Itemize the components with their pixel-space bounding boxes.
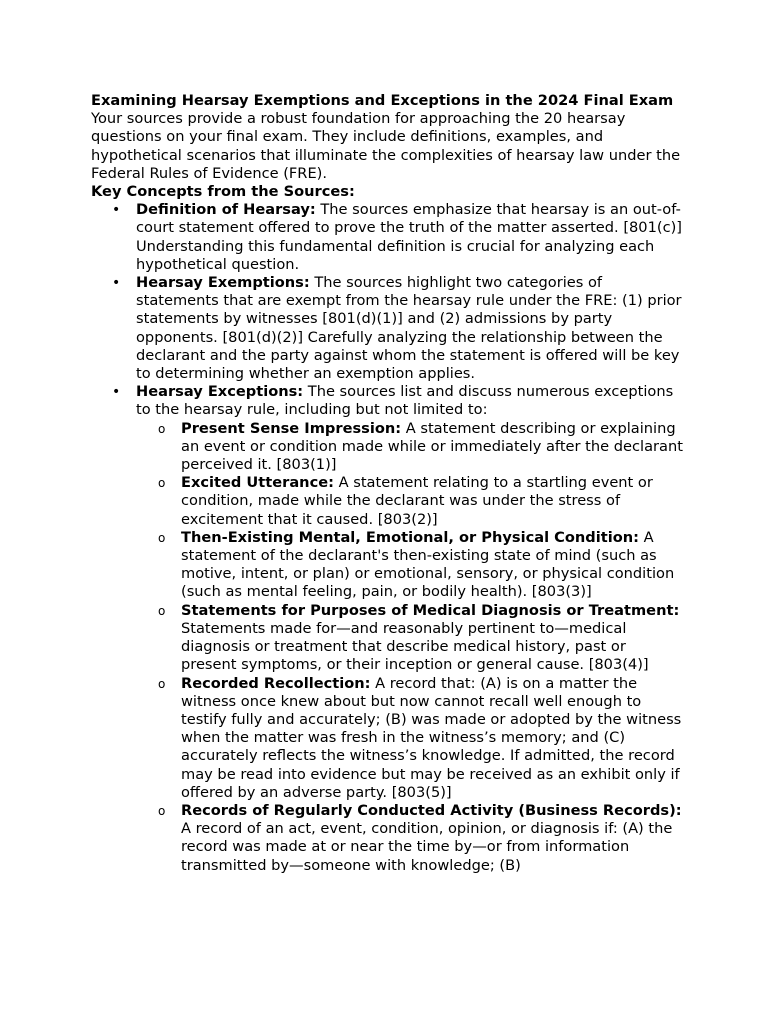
sub-item-term: Excited Utterance: bbox=[181, 474, 334, 492]
item-term: Definition of Hearsay: bbox=[136, 201, 316, 219]
list-item-exceptions bbox=[112, 383, 683, 874]
key-concepts-list bbox=[91, 201, 683, 875]
sub-bullet-icon: o bbox=[158, 676, 166, 691]
sub-bullet-icon: o bbox=[158, 803, 166, 818]
exceptions-sublist bbox=[136, 420, 683, 875]
intro-paragraph: Your sources provide a robust foundation for approaching the 20 hearsay questions on your final exam. They include definitions, examples, and hypothetical scenarios that illuminate the complexities of hearsay law under the Federal Rules of Evidence (FRE). bbox=[91, 110, 681, 182]
sub-item-term: Present Sense Impression: bbox=[181, 419, 402, 437]
sub-item-text: A statement relating to a startling event or condition, made while the declarant was under the stress of excitement that it caused. [803(2)] bbox=[181, 474, 653, 528]
sub-item-text: A record of an act, event, condition, opinion, or diagnosis if: (A) the record was made at or near the time by—or from information transmitted by—someone with knowledge; (B) bbox=[181, 820, 673, 874]
list-item-exemptions bbox=[112, 274, 683, 383]
sub-item-present-sense-impression bbox=[158, 419, 683, 475]
document-page bbox=[91, 92, 683, 875]
bullet-icon: • bbox=[112, 275, 121, 292]
sub-item-text: Statements made for—and reasonably pertinent to—medical diagnosis or treatment that describe medical history, past or present symptoms, or their inception or general cause. [803(4)] bbox=[181, 619, 649, 674]
sub-item-medical-diagnosis bbox=[158, 601, 683, 675]
item-text: The sources highlight two categories of statements that are exempt from the hearsay rule under the FRE: (1) prior statements by witnesses [801(d)(1)] and (2) admissions by party opponents. [801(d)(2)] Carefully analyzing the relationship between the declarant and the party against whom the statement is offered will be key to determining whether an exemption applies. bbox=[136, 274, 682, 383]
sub-bullet-icon: o bbox=[158, 530, 166, 545]
sub-item-text: A statement of the declarant's then-existing state of mind (such as motive, intent, or plan) or emotional, sensory, or physical condition (such as mental feeling, pain, or bodily health). [803(3)] bbox=[181, 528, 675, 601]
section-heading: Key Concepts from the Sources: bbox=[91, 183, 355, 201]
sub-item-text: A statement describing or explaining an event or condition made while or immediately after the declarant perceived it. [803(1)] bbox=[181, 419, 683, 474]
sub-item-business-records bbox=[158, 801, 683, 875]
sub-item-term: Statements for Purposes of Medical Diagnosis or Treatment: bbox=[181, 601, 680, 619]
bullet-icon: • bbox=[112, 202, 121, 219]
item-text: The sources list and discuss numerous exceptions to the hearsay rule, including but not limited to: bbox=[136, 383, 674, 419]
sub-item-term: Then-Existing Mental, Emotional, or Physical Condition: bbox=[181, 528, 639, 546]
sub-item-term: Records of Regularly Conducted Activity (Business Records): bbox=[181, 801, 682, 819]
list-item-definition bbox=[112, 201, 683, 274]
sub-item-then-existing-condition bbox=[158, 528, 683, 602]
sub-item-recorded-recollection bbox=[158, 674, 683, 802]
sub-item-text: A record that: (A) is on a matter the witness once knew about but now cannot recall well enough to testify fully and accurately; (B) was made or adopted by the witness when the matter was fresh in the witness’s memory; and (C) accurately reflects the witness’s knowledge. If admitted, the record may be read into evidence but may be received as an exhibit only if offered by an adverse party. [803(5)] bbox=[181, 674, 682, 801]
bullet-icon: • bbox=[112, 384, 121, 401]
item-text: The sources emphasize that hearsay is an out-of-court statement offered to prove the truth of the matter asserted. [801(c)] Understanding this fundamental definition is crucial for analyzing each hypothetical question. bbox=[136, 201, 682, 273]
sub-bullet-icon: o bbox=[158, 421, 166, 436]
sub-item-excited-utterance bbox=[158, 474, 683, 529]
sub-item-term: Recorded Recollection: bbox=[181, 674, 371, 692]
document-title: Examining Hearsay Exemptions and Exceptions in the 2024 Final Exam bbox=[91, 92, 674, 109]
item-term: Hearsay Exemptions: bbox=[136, 274, 310, 292]
sub-bullet-icon: o bbox=[158, 603, 166, 618]
sub-bullet-icon: o bbox=[158, 476, 166, 491]
item-term: Hearsay Exceptions: bbox=[136, 383, 304, 401]
